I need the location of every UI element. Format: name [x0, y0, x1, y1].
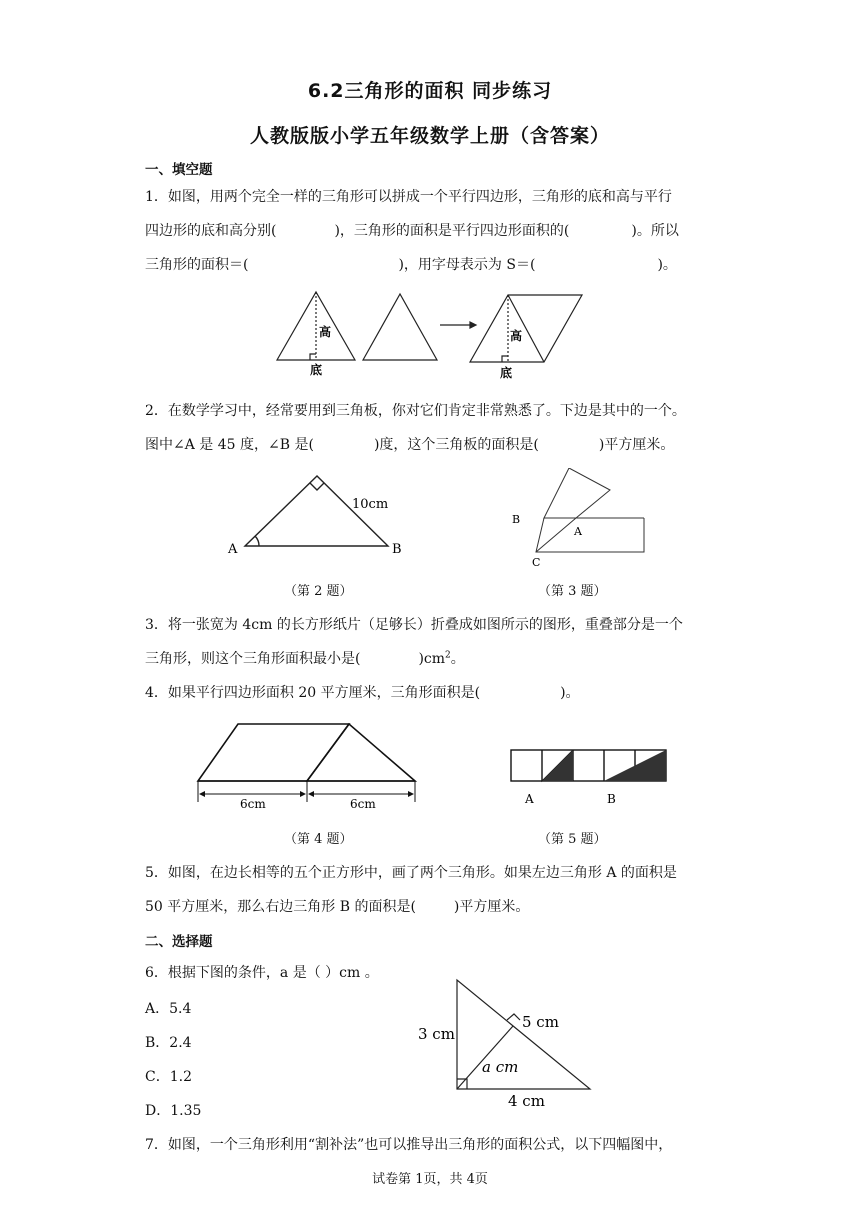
q4-line1-a: 4．如果平行四边形面积 20 平方厘米，三角形面积是( [145, 685, 481, 701]
q3-figure [506, 468, 651, 568]
q1-label-base: 底 [310, 363, 323, 377]
q1-line2-a: 四边形的底和高分别( [145, 223, 277, 239]
q2-caption: （第 2 题） [284, 584, 353, 599]
q6-option-a[interactable]: A．5.4 [145, 1001, 192, 1017]
q2-label-a: A [228, 542, 238, 557]
q1-line3-c: )。 [657, 257, 677, 273]
q1-right-angle-mark-2 [502, 356, 508, 362]
q4-label-right: 6cm [350, 797, 376, 811]
q5-caption: （第 5 题） [538, 832, 607, 847]
q6-label-3cm: 3 cm [418, 1025, 455, 1043]
q1-line2 [145, 220, 679, 240]
q2-line2-c: )平方厘米。 [598, 437, 675, 453]
q4-arrow-3 [308, 791, 314, 797]
q1-line1: 1．如图，用两个完全一样的三角形可以拼成一个平行四边形，三角形的底和高与平行 [145, 189, 672, 205]
q1-line2-b: )，三角形的面积是平行四边形面积的( [334, 223, 570, 239]
q1-label-height: 高 [319, 325, 332, 339]
q5-line2-a: 50 平方厘米，那么右边三角形 B 的面积是( [145, 899, 416, 915]
q2-figure [225, 470, 415, 560]
q6-label-acm: a cm [482, 1058, 519, 1076]
q5-label-b: B [607, 792, 616, 806]
q6-triangle [457, 980, 590, 1089]
q1-line3-b: )，用字母表示为 S＝( [398, 257, 536, 273]
q3-line2-c: 。 [450, 651, 465, 667]
q3-caption: （第 3 题） [538, 584, 607, 599]
q2-angle-arc [255, 536, 259, 546]
q4-arrow-4 [408, 791, 414, 797]
q2-label-side: 10cm [352, 497, 389, 512]
q3-line2-b: )cm [418, 651, 446, 667]
page-subtitle: 人教版版小学五年级数学上册（含答案） [249, 125, 610, 147]
q1-line3 [145, 254, 677, 274]
q4-figure [192, 718, 424, 812]
q5-figure [505, 746, 670, 810]
q1-line2-c: )。所以 [631, 223, 679, 239]
q2-line2-a: 图中∠A 是 45 度，∠B 是( [145, 437, 314, 453]
q1-label-height-2: 高 [510, 329, 523, 343]
page-footer: 试卷第 1页，共 4页 [372, 1172, 488, 1187]
q6-label-4cm: 4 cm [508, 1092, 545, 1110]
q6-option-c[interactable]: C．1.2 [145, 1069, 192, 1085]
q1-label-base-2: 底 [500, 366, 513, 380]
q5-line1: 5．如图，在边长相等的五个正方形中，画了两个三角形。如果左边三角形 A 的面积是 [145, 865, 677, 881]
q6-stem: 6．根据下图的条件，a 是（ ）cm 。 [145, 965, 379, 981]
q1-right-angle-mark [310, 354, 316, 360]
q7-line1: 7．如图，一个三角形利用“割补法”也可以推导出三角形的面积公式，以下四幅图中， [145, 1137, 673, 1153]
section-fill-title: 一、填空题 [145, 162, 213, 178]
section-choice-title: 二、选择题 [145, 934, 213, 950]
q4-line1-b: )。 [560, 685, 580, 701]
q3-label-c: C [532, 556, 541, 568]
q5-line2-b: )平方厘米。 [453, 899, 530, 915]
q6-figure [410, 975, 600, 1115]
q1-line3-a: 三角形的面积＝( [145, 257, 249, 273]
q3-fold-line [536, 518, 576, 552]
q6-altitude-mark [507, 1014, 520, 1020]
q2-label-b: B [392, 542, 402, 557]
q3-strip-bottom [536, 518, 644, 552]
q4-arrow-2 [300, 791, 306, 797]
q5-line2 [145, 896, 529, 916]
q3-label-a: A [574, 525, 582, 538]
q1-figure [270, 288, 590, 382]
q3-line1: 3．将一张宽为 4cm 的长方形纸片（足够长）折叠成如图所示的图形，重叠部分是一个 [145, 617, 683, 633]
q6-option-b[interactable]: B．2.4 [145, 1035, 192, 1051]
q4-label-left: 6cm [240, 797, 266, 811]
q1-triangle-middle [363, 294, 437, 360]
q2-right-angle-mark [310, 483, 324, 490]
q2-line1: 2．在数学学习中，经常要用到三角板，你对它们肯定非常熟悉了。下边是其中的一个。 [145, 403, 686, 419]
q4-triangle [307, 724, 415, 781]
q3-label-b: B [512, 513, 521, 526]
q4-line1 [145, 682, 580, 702]
page-title: 6.2三角形的面积 同步练习 [307, 80, 553, 102]
q5-triangle-a [542, 750, 573, 781]
q4-parallelogram [198, 724, 349, 781]
q4-arrow-1 [199, 791, 205, 797]
q2-line2-b: )度，这个三角板的面积是( [373, 437, 539, 453]
q3-line2 [145, 648, 465, 668]
q4-caption: （第 4 题） [284, 832, 353, 847]
q6-label-5cm: 5 cm [522, 1013, 559, 1031]
q3-line2-a: 三角形，则这个三角形面积最小是( [145, 651, 361, 667]
q6-option-d[interactable]: D．1.35 [145, 1103, 202, 1119]
q1-arrow-head [470, 322, 476, 328]
q3-sup: 2 [445, 650, 451, 661]
q3-folded-strip [544, 468, 610, 518]
q2-line2 [145, 434, 674, 454]
q5-label-a: A [525, 792, 534, 806]
